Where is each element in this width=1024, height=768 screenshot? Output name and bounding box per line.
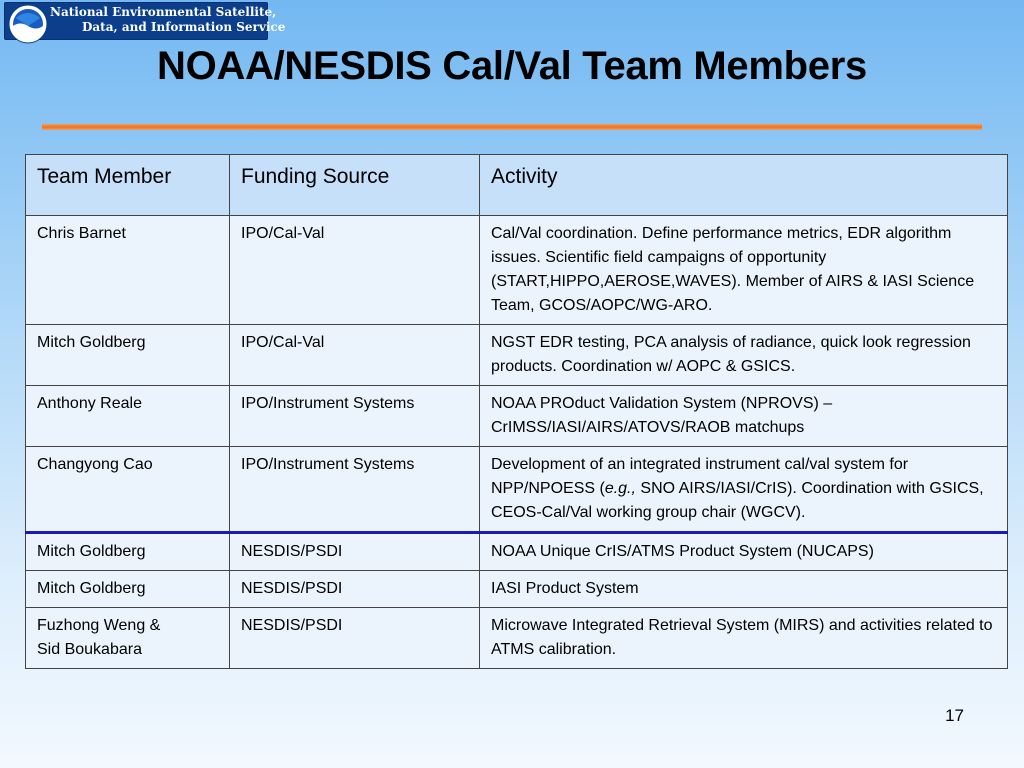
table-row	[26, 447, 1008, 533]
cell-member: Mitch Goldberg	[26, 325, 230, 386]
column-header-funding-source: Funding Source	[230, 155, 480, 216]
cell-activity: NOAA Unique CrIS/ATMS Product System (NUCAPS)	[480, 533, 1008, 571]
column-header-activity: Activity	[480, 155, 1008, 216]
cell-funding: IPO/Cal-Val	[230, 325, 480, 386]
cell-funding: IPO/Cal-Val	[230, 216, 480, 325]
page-title: NOAA/NESDIS Cal/Val Team Members	[157, 44, 867, 88]
cell-activity: NGST EDR testing, PCA analysis of radiance, quick look regression products. Coordination w/ AOPC & GSICS.	[480, 325, 1008, 386]
cell-member: Changyong Cao	[26, 447, 230, 533]
table-row	[26, 533, 1008, 571]
activity-text: Development of an integrated instrument cal/val system for NPP/NPOESS (	[491, 456, 909, 497]
member-line: Sid Boukabara	[37, 641, 142, 658]
cell-member: Mitch Goldberg	[26, 533, 230, 571]
logo-text-line2: Data, and Information Service	[82, 20, 286, 34]
nesdis-logo	[4, 2, 286, 46]
member-line: Fuzhong Weng &	[37, 617, 161, 634]
table-row	[26, 325, 1008, 386]
cell-funding: NESDIS/PSDI	[230, 571, 480, 608]
table-row	[26, 216, 1008, 325]
cell-funding: NESDIS/PSDI	[230, 533, 480, 571]
title-divider	[42, 124, 982, 130]
cell-activity: Microwave Integrated Retrieval System (MIRS) and activities related to ATMS calibration.	[480, 608, 1008, 669]
page-number: 17	[945, 706, 964, 725]
table-row	[26, 571, 1008, 608]
column-header-team-member: Team Member	[26, 155, 230, 216]
logo-text-line1: National Environmental Satellite,	[50, 5, 277, 19]
cell-activity: NOAA PROduct Validation System (NPROVS) – CrIMSS/IASI/AIRS/ATOVS/RAOB matchups	[480, 386, 1008, 447]
cell-member: Mitch Goldberg	[26, 571, 230, 608]
team-members-table	[25, 154, 1008, 669]
table-row	[26, 386, 1008, 447]
cell-member	[26, 608, 230, 669]
activity-emphasis: e.g.,	[604, 480, 636, 497]
noaa-emblem-icon	[8, 4, 48, 44]
cell-funding: NESDIS/PSDI	[230, 608, 480, 669]
cell-member: Chris Barnet	[26, 216, 230, 325]
cell-funding: IPO/Instrument Systems	[230, 447, 480, 533]
cell-activity	[480, 447, 1008, 533]
table-row	[26, 608, 1008, 669]
cell-activity: IASI Product System	[480, 571, 1008, 608]
cell-activity: Cal/Val coordination. Define performance metrics, EDR algorithm issues. Scientific field campaigns of opportunity (START,HIPPO,AEROSE,WAVES). Member of AIRS & IASI Science Team, GCOS/AOPC/WG-ARO.	[480, 216, 1008, 325]
cell-member: Anthony Reale	[26, 386, 230, 447]
cell-funding: IPO/Instrument Systems	[230, 386, 480, 447]
table-header-row	[26, 155, 1008, 216]
activity-text: SNO AIRS/IASI/CrIS). Coordination with GSICS, CEOS-Cal/Val working group chair (WGCV).	[491, 480, 984, 521]
